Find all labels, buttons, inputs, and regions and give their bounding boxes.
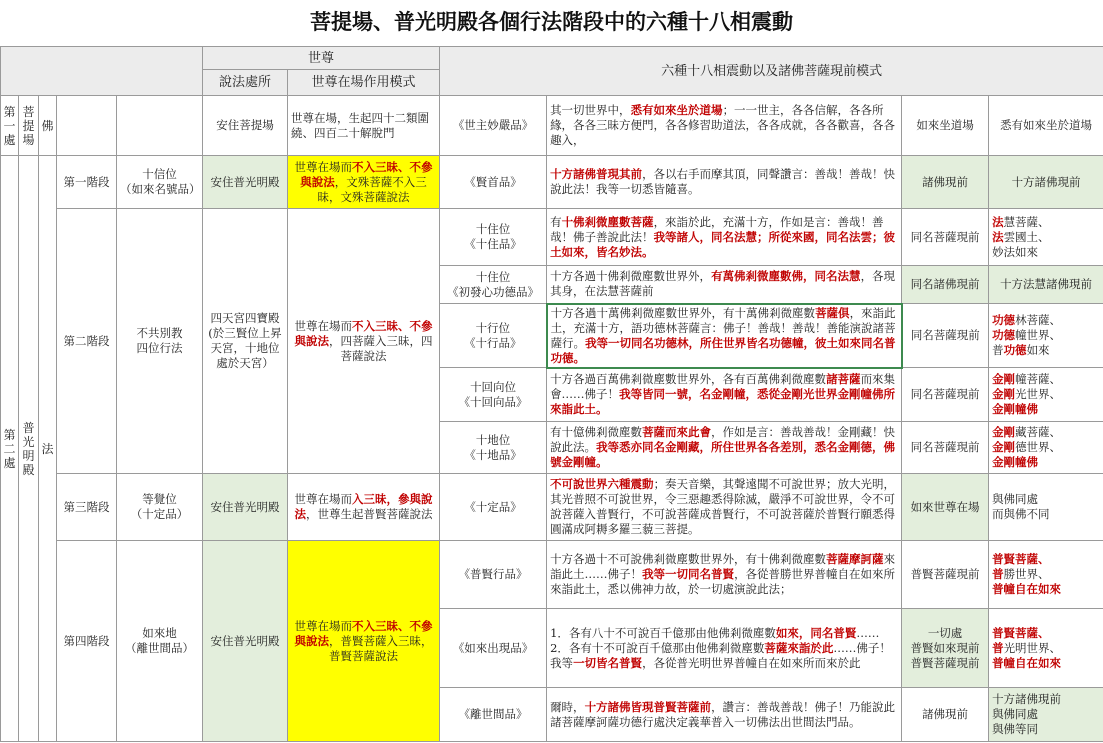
pin-cell: 《離世間品》 xyxy=(440,688,547,742)
text-cell: 其一切世界中，悉有如來坐於道場；一一世主，各各信解，各各所緣，各各三昧方便門，各各修習助道法，各各成就，各各歡喜，各各趣入， xyxy=(547,96,902,156)
stage-cell: 第三階段 xyxy=(57,474,117,541)
chusuo-cell: 安住菩提場 xyxy=(203,96,288,156)
last-cell: 金剛藏菩薩、 金剛德世界、 金剛幢佛 xyxy=(989,422,1103,474)
xian-cell: 諸佛現前 xyxy=(902,688,989,742)
text-cell: 十方各過百萬佛剎微塵數世界外，各有百萬佛剎微塵數諸菩薩而來集會……佛子！我等皆同一號，名金剛幢，悉從金剛光世界金剛幢佛所來詣此土。 xyxy=(547,368,902,422)
header-shuofa-chusuo: 說法處所 xyxy=(203,70,288,96)
wei-cell: 不共別教 四位行法 xyxy=(117,209,203,474)
stage-cell: 第四階段 xyxy=(57,541,117,742)
wei-cell: 如來地 （離世間品） xyxy=(117,541,203,742)
comparison-table xyxy=(0,46,1103,742)
text-cell: 有十佛剎微塵數菩薩，來詣於此，充滿十方，作如是言：善哉！善哉！佛子善說此法！我等諸人，同名法慧；所從來國，同名法雲；彼土如來，皆名妙法。 xyxy=(547,209,902,266)
pin-cell: 十住位 《十住品》 xyxy=(440,209,547,266)
wei-cell: 等覺位 （十定品） xyxy=(117,474,203,541)
xian-cell: 如來坐道場 xyxy=(902,96,989,156)
pin-cell: 《賢首品》 xyxy=(440,156,547,209)
xian-cell: 同名菩薩現前 xyxy=(902,304,989,368)
header-blank xyxy=(1,47,203,96)
last-cell: 功德林菩薩、 功德幢世界、 普功德如來 xyxy=(989,304,1103,368)
stage-cell: 第一階段 xyxy=(57,156,117,209)
wei-cell: 十信位 （如來名號品） xyxy=(117,156,203,209)
text-cell: 十方各過十不可說佛剎微塵數世界外，有十佛剎微塵數菩薩摩訶薩來詣此土……佛子！我等一切同名普賢，各從普勝世界普幢自在如來所來詣此土，悉以佛神力故，於一切處演說此法； xyxy=(547,541,902,609)
xian-cell: 同名菩薩現前 xyxy=(902,422,989,474)
last-cell: 悉有如來坐於道場 xyxy=(989,96,1103,156)
fo-cell: 法 xyxy=(39,156,57,742)
page-title: 菩提場、普光明殿各個行法階段中的六種十八相震動 xyxy=(310,9,793,34)
header-zuoyong-moshi: 世尊在場作用模式 xyxy=(288,70,440,96)
place-cell: 菩 提 場 xyxy=(19,96,39,156)
last-cell: 十方諸佛現前 與佛同處 與佛等同 xyxy=(989,688,1103,742)
chu-cell: 第 二 處 xyxy=(1,156,19,742)
chusuo-cell: 安住普光明殿 xyxy=(203,541,288,742)
pin-cell: 《十定品》 xyxy=(440,474,547,541)
last-cell: 與佛同處 而與佛不同 xyxy=(989,474,1103,541)
text-cell: 有十億佛剎微塵數菩薩而來此會，作如是言：善哉善哉！金剛藏！快說此法。我等悉亦同名金剛藏，所住世界各各差別，悉名金剛德，佛號金剛幢。 xyxy=(547,422,902,474)
fo-cell: 佛 xyxy=(39,96,57,156)
xian-cell: 同名菩薩現前 xyxy=(902,209,989,266)
last-cell: 普賢菩薩、 普光明世界、 普幢自在如來 xyxy=(989,609,1103,688)
header-liuzhong: 六種十八相震動以及諸佛菩薩現前模式 xyxy=(440,47,1103,96)
stage-cell: 第二階段 xyxy=(57,209,117,474)
last-cell: 法慧菩薩、 法雲國土、 妙法如來 xyxy=(989,209,1103,266)
pin-cell: 十住位 《初發心功德品》 xyxy=(440,266,547,304)
moshi-cell: 世尊在場而不入三昧、不參與說法，四菩薩入三昧，四菩薩說法 xyxy=(288,209,440,474)
pin-cell: 《世主妙嚴品》 xyxy=(440,96,547,156)
xian-cell: 普賢菩薩現前 xyxy=(902,541,989,609)
chu-cell: 第 一 處 xyxy=(1,96,19,156)
xian-cell: 同名諸佛現前 xyxy=(902,266,989,304)
pin-cell: 十行位 《十行品》 xyxy=(440,304,547,368)
text-cell: 不可說世界六種震動；奏天音樂，其聲遠聞不可說世界；放大光明，其光普照不可說世界，令三惡趣悉得除滅，嚴淨不可說世界，令不可說菩薩入普賢行，不可說菩薩成普賢行，不可說菩薩於普賢行願悉得圓滿成阿耨多羅三藐三菩提。 xyxy=(547,474,902,541)
last-cell: 金剛幢菩薩、 金剛光世界、 金剛幢佛 xyxy=(989,368,1103,422)
table-row xyxy=(1,96,1103,156)
chusuo-cell: 安住普光明殿 xyxy=(203,474,288,541)
moshi-cell: 世尊在場而入三昧，參與說法，世尊生起普賢菩薩說法 xyxy=(288,474,440,541)
xian-cell: 一切處 普賢如來現前 普賢菩薩現前 xyxy=(902,609,989,688)
pin-cell: 十回向位 《十回向品》 xyxy=(440,368,547,422)
moshi-cell: 世尊在場而不入三昧、不參與說法，文殊菩薩不入三昧，文殊菩薩說法 xyxy=(288,156,440,209)
text-cell[interactable]: 十方各過十萬佛剎微塵數世界外，有十萬佛剎微塵數菩薩俱，來詣此土，充滿十方，語功德林菩薩言：佛子！善哉！善哉！善能演說諸菩薩行。我等一切同名功德林，所住世界皆名功德幢，彼土如來同名普功德。 xyxy=(547,304,902,368)
text-cell: 爾時，十方諸佛皆現普賢菩薩前，讚言：善哉善哉！佛子！乃能說此諸菩薩摩訶薩功德行處決定義華普入一切佛法出世間法門品。 xyxy=(547,688,902,742)
header-shizun: 世尊 xyxy=(203,47,440,70)
pin-cell: 《普賢行品》 xyxy=(440,541,547,609)
pin-cell: 十地位 《十地品》 xyxy=(440,422,547,474)
text-cell: 十方各過十佛剎微塵數世界外，有萬佛剎微塵數佛，同名法慧，各現其身，在法慧菩薩前 xyxy=(547,266,902,304)
pin-cell: 《如來出現品》 xyxy=(440,609,547,688)
xian-cell: 諸佛現前 xyxy=(902,156,989,209)
xian-cell: 如來世尊在場 xyxy=(902,474,989,541)
table-row xyxy=(1,156,1103,209)
last-cell: 十方諸佛現前 xyxy=(989,156,1103,209)
table-row xyxy=(1,209,1103,266)
chusuo-cell: 安住普光明殿 xyxy=(203,156,288,209)
xian-cell: 同名菩薩現前 xyxy=(902,368,989,422)
last-cell: 十方法慧諸佛現前 xyxy=(989,266,1103,304)
moshi-cell: 世尊在場而不入三昧、不參與說法，普賢菩薩入三昧，普賢菩薩說法 xyxy=(288,541,440,742)
table-row xyxy=(1,474,1103,541)
stage-cell xyxy=(57,96,117,156)
place-cell: 普 光 明 殿 xyxy=(19,156,39,742)
last-cell: 普賢菩薩、 普勝世界、 普幢自在如來 xyxy=(989,541,1103,609)
moshi-cell: 世尊在場，生起四十二類圍繞、四百二十解脫門 xyxy=(288,96,440,156)
text-cell: 十方諸佛普現其前，各以右手而摩其頂，同聲讚言：善哉！善哉！快說此法！我等一切悉皆隨喜。 xyxy=(547,156,902,209)
table-row xyxy=(1,541,1103,609)
chusuo-cell: 四天宮四寶殿 (於三賢位上昇天宮，十地位處於天宮） xyxy=(203,209,288,474)
text-cell: 1．各有八十不可說百千億那由他佛剎微塵數如來，同名普賢…… 2．各有十不可說百千億那由他佛剎微塵數菩薩來詣於此……佛子！我等一切皆名普賢，各從普光明世界普幢自在如來所而來於此 xyxy=(547,609,902,688)
wei-cell xyxy=(117,96,203,156)
